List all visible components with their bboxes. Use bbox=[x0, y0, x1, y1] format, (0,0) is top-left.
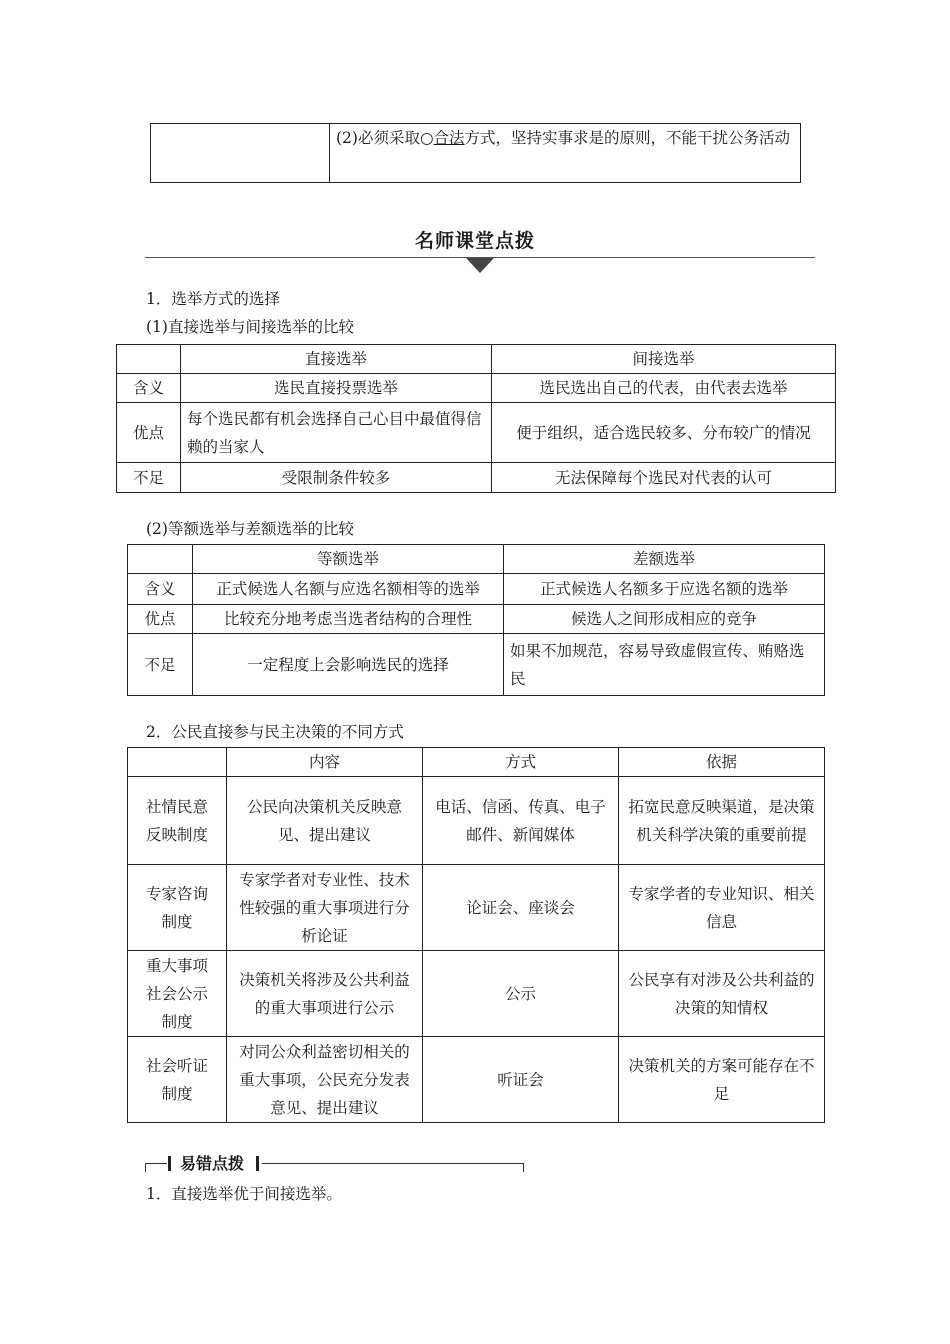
subheading-1: (1)直接选举与间接选举的比较 bbox=[146, 318, 354, 336]
t3-r2-c1: 决策机关将涉及公共利益的重大事项进行公示 bbox=[227, 951, 423, 1037]
table-row bbox=[117, 403, 836, 463]
table-row bbox=[128, 634, 825, 696]
t2-r1-c2: 候选人之间形成相应的竞争 bbox=[504, 605, 825, 634]
t3-r1-c0: 专家咨询制度 bbox=[128, 865, 227, 951]
t3-r2-c2: 公示 bbox=[423, 951, 619, 1037]
tip-left-line bbox=[145, 1163, 167, 1164]
table-row bbox=[128, 865, 825, 951]
table-row bbox=[128, 574, 825, 605]
t3-r0-c1: 公民向决策机关反映意见、提出建议 bbox=[227, 777, 423, 865]
t3-r2-c3: 公民享有对涉及公共利益的决策的知情权 bbox=[619, 951, 825, 1037]
tip-right-line bbox=[262, 1163, 524, 1164]
t2-header-0 bbox=[128, 545, 193, 574]
section-title: 名师课堂点拨 bbox=[414, 230, 535, 252]
t3-r1-c1: 专家学者对专业性、技术性较强的重大事项进行分析论证 bbox=[227, 865, 423, 951]
t3-header-2: 方式 bbox=[423, 748, 619, 777]
t1-r2-c0: 不足 bbox=[117, 463, 181, 493]
t1-r0-c1: 选民直接投票选举 bbox=[181, 374, 492, 403]
t2-header-1: 等额选举 bbox=[193, 545, 504, 574]
t3-header-0 bbox=[128, 748, 227, 777]
election-comparison-table-1 bbox=[116, 344, 836, 493]
t2-r2-c0: 不足 bbox=[128, 634, 193, 696]
t1-r0-c0: 含义 bbox=[117, 374, 181, 403]
table-row bbox=[128, 1037, 825, 1123]
t3-r1-c3: 专家学者的专业知识、相关信息 bbox=[619, 865, 825, 951]
participation-methods-table bbox=[127, 747, 825, 1123]
top-table-left-cell bbox=[151, 124, 330, 183]
t3-r2-c0: 重大事项社会公示制度 bbox=[128, 951, 227, 1037]
t1-header-1: 直接选举 bbox=[181, 345, 492, 374]
tip-label: 易错点拨 bbox=[180, 1154, 245, 1173]
t3-r3-c0: 社会听证制度 bbox=[128, 1037, 227, 1123]
table-row bbox=[128, 951, 825, 1037]
t3-r3-c1: 对同公众利益密切相关的重大事项，公民充分发表意见、提出建议 bbox=[227, 1037, 423, 1123]
t2-r2-c1: 一定程度上会影响选民的选择 bbox=[193, 634, 504, 696]
t2-r0-c2: 正式候选人名额多于应选名额的选举 bbox=[504, 574, 825, 605]
top-cell-prefix: (2)必须采取 bbox=[336, 129, 420, 147]
table-row bbox=[117, 374, 836, 403]
t2-r0-c1: 正式候选人名额与应选名额相等的选举 bbox=[193, 574, 504, 605]
t1-r2-c1: 受限制条件较多 bbox=[181, 463, 492, 493]
t1-r0-c2: 选民选出自己的代表，由代表去选举 bbox=[492, 374, 836, 403]
t1-header-2: 间接选举 bbox=[492, 345, 836, 374]
table-row bbox=[128, 605, 825, 634]
t3-r0-c3: 拓宽民意反映渠道，是决策机关科学决策的重要前提 bbox=[619, 777, 825, 865]
tip-left-stub bbox=[145, 1163, 146, 1172]
top-cell-underlined: 合法 bbox=[433, 129, 465, 147]
t1-r1-c1: 每个选民都有机会选择自己心目中最值得信赖的当家人 bbox=[181, 403, 492, 463]
top-table-right-cell bbox=[330, 124, 801, 183]
t3-r3-c3: 决策机关的方案可能存在不足 bbox=[619, 1037, 825, 1123]
t2-header-2: 差额选举 bbox=[504, 545, 825, 574]
t1-header-0 bbox=[117, 345, 181, 374]
t3-r1-c2: 论证会、座谈会 bbox=[423, 865, 619, 951]
t1-r2-c2: 无法保障每个选民对代表的认可 bbox=[492, 463, 836, 493]
tip-right-bar bbox=[256, 1156, 259, 1171]
tip-left-bar bbox=[168, 1156, 171, 1171]
t1-r1-c0: 优点 bbox=[117, 403, 181, 463]
t3-r0-c2: 电话、信函、传真、电子邮件、新闻媒体 bbox=[423, 777, 619, 865]
t2-r1-c1: 比较充分地考虑当选者结构的合理性 bbox=[193, 605, 504, 634]
table-row bbox=[117, 463, 836, 493]
triangle-down-icon bbox=[466, 258, 494, 273]
t3-r3-c2: 听证会 bbox=[423, 1037, 619, 1123]
subheading-2: (2)等额选举与差额选举的比较 bbox=[146, 520, 354, 538]
circle-marker-icon: ○ bbox=[419, 129, 434, 147]
heading-1: 1．选举方式的选择 bbox=[146, 290, 280, 308]
election-comparison-table-2 bbox=[127, 544, 825, 696]
top-fragment-table bbox=[150, 123, 801, 183]
table-row bbox=[128, 777, 825, 865]
tip-item-1: 1．直接选举优于间接选举。 bbox=[146, 1185, 342, 1203]
top-cell-suffix: 方式，坚持实事求是的原则，不能干扰公务活动 bbox=[464, 129, 791, 147]
t3-header-1: 内容 bbox=[227, 748, 423, 777]
t2-r2-c2: 如果不加规范，容易导致虚假宣传、贿赂选民 bbox=[504, 634, 825, 696]
t3-r0-c0: 社情民意反映制度 bbox=[128, 777, 227, 865]
t3-header-3: 依据 bbox=[619, 748, 825, 777]
t2-r0-c0: 含义 bbox=[128, 574, 193, 605]
t2-r1-c0: 优点 bbox=[128, 605, 193, 634]
t1-r1-c2: 便于组织，适合选民较多、分布较广的情况 bbox=[492, 403, 836, 463]
tip-right-stub bbox=[523, 1163, 524, 1172]
heading-2: 2．公民直接参与民主决策的不同方式 bbox=[146, 723, 404, 741]
